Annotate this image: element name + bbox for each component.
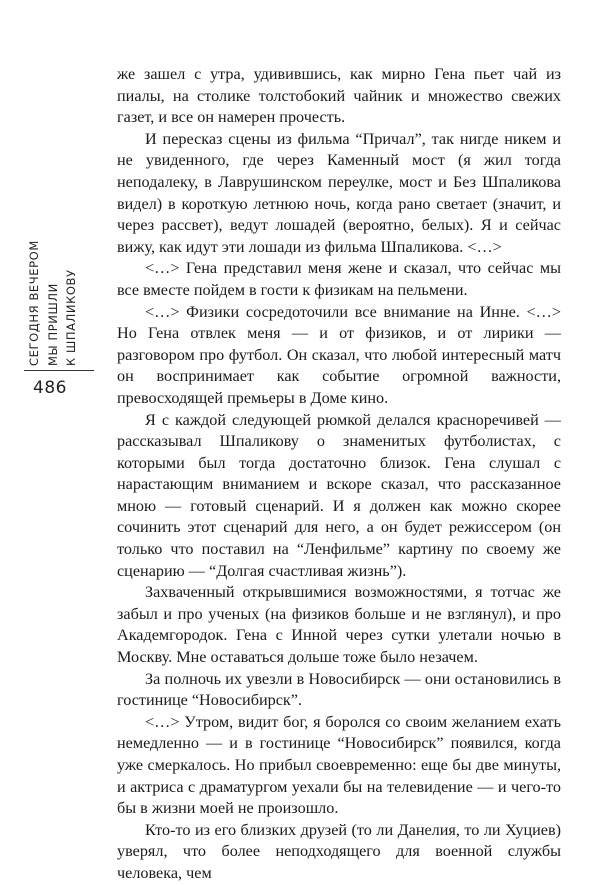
running-title-line-3: К ШПАЛИКОВУ xyxy=(64,269,78,366)
paragraph-5: Я с каждой следующей рюмкой делался красноречивей — рассказывал Шпаликову о знаменитых футболистах, с которыми был тогда достаточно близок. Гена слушал с нарастающим вниманием и вскоре сказал, что рассказанное мною — готовый сценарий. И я должен как можно скорее сочинить этот сценарий для него, а он будет режиссером (он только что поставил на “Ленфильме” картину по своему же сценарию — “Долгая счастливая жизнь”). xyxy=(117,410,561,580)
running-title-line-2: МЫ ПРИШЛИ xyxy=(46,283,60,366)
running-title-line-1: СЕГОДНЯ ВЕЧЕРОМ xyxy=(27,240,41,366)
paragraph-3: <…> Гена представил меня жене и сказал, что сейчас мы все вместе пойдем в гости к физикам на пельмени. xyxy=(117,259,561,299)
page-number: 486 xyxy=(33,378,67,398)
paragraph-8: <…> Утром, видит бог, я боролся со своим желанием ехать немедленно — и в гостинице “Новосибирск” появился, когда уже смеркалось. Но прибыл своевременно: еще бы две минуты, и актриса с драматургом уехали бы на телевидение — и чего-то бы в жизни моей не произошло. xyxy=(117,712,561,818)
paragraph-6: Захваченный открывшимися возможностями, я тотчас же забыл и про ученых (на физиков больше и не взглянул), и про Академгородок. Гена с Инной через сутки улетали ночью в Москву. Мне оставаться дольше тоже было незачем. xyxy=(117,583,561,667)
paragraph-9: Кто-то из его близких друзей (то ли Данелия, то ли Хуциев) уверял, что более неподходящего для военной службы человека, чем xyxy=(117,820,561,882)
paragraph-4: <…> Физики сосредоточили все внимание на Инне. <…> Но Гена отвлек меня — и от физиков, и от лирики — разговором про футбол. Он сказал, что любой интересный матч он воспринимает как событие огромной важности, превосходящей премьеры в Доме кино. xyxy=(117,302,561,407)
body-text xyxy=(117,64,561,885)
paragraph-7: За полночь их увезли в Новосибирск — они остановились в гостинице “Новосибирск”. xyxy=(117,669,561,710)
paragraph-1: же зашел с утра, удивившись, как мирно Гена пьет чай из пиалы, на столике толстобокий чайник и множество свежих газет, и все он намерен прочесть. xyxy=(117,65,561,127)
paragraph-2: И пересказ сцены из фильма “Причал”, так нигде никем и не увиденного, где через Каменный мост (я жил тогда неподалеку, в Лаврушинском переулке, мост и Без Шпаликова видел) в короткую летнюю ночь, когда рано светает (значит, и через рассвет), ведут лошадей (вероятно, белых). Я и сейчас вижу, как идут эти лошади из фильма Шпаликова. <…> xyxy=(117,129,561,256)
running-title xyxy=(24,240,86,366)
sidebar-divider xyxy=(24,370,94,371)
